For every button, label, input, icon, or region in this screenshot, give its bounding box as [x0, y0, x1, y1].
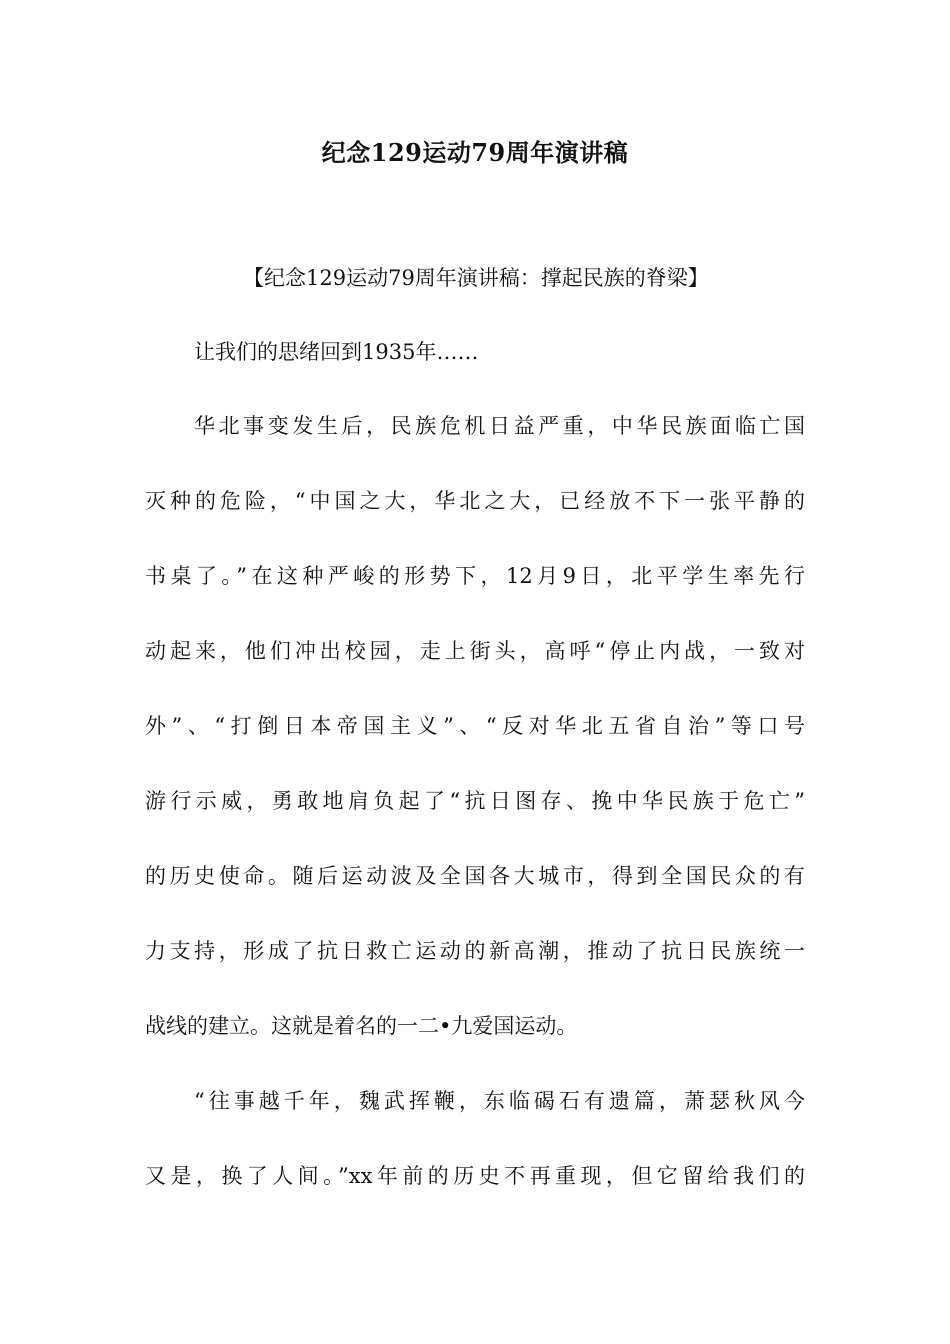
- document-subtitle: 【纪念129运动79周年演讲稿：撑起民族的脊梁】: [243, 266, 709, 290]
- paragraph-line: 动起来，他们冲出校园，走上街头，高呼“停止内战，一致对: [145, 639, 805, 663]
- paragraph-line: 灭种的危险，“中国之大，华北之大，已经放不下一张平静的: [145, 489, 805, 513]
- paragraph-line: 战线的建立。这就是着名的一二•九爱国运动。: [145, 1014, 578, 1038]
- paragraph-line: 外”、“打倒日本帝国主义”、“反对华北五省自治”等口号: [145, 714, 805, 738]
- document-title: 纪念129运动79周年演讲稿: [321, 138, 629, 167]
- paragraph-line: 又是，换了人间。”xx年前的历史不再重现，但它留给我们的: [145, 1164, 805, 1188]
- paragraph-line: 游行示威，勇敢地肩负起了“抗日图存、挽中华民族于危亡”: [145, 789, 805, 813]
- paragraph-line: 华北事变发生后，民族危机日益严重，中华民族面临亡国: [194, 414, 805, 438]
- paragraph-line: 书桌了。”在这种严峻的形势下，12月9日，北平学生率先行: [145, 564, 805, 588]
- paragraph-line: 的历史使命。随后运动波及全国各大城市，得到全国民众的有: [145, 864, 805, 888]
- paragraph-line: 力支持，形成了抗日救亡运动的新高潮，推动了抗日民族统一: [145, 939, 805, 963]
- paragraph-line: “往事越千年，魏武挥鞭，东临碣石有遗篇，萧瑟秋风今: [194, 1089, 805, 1113]
- paragraph-line: 让我们的思绪回到1935年……: [194, 340, 479, 364]
